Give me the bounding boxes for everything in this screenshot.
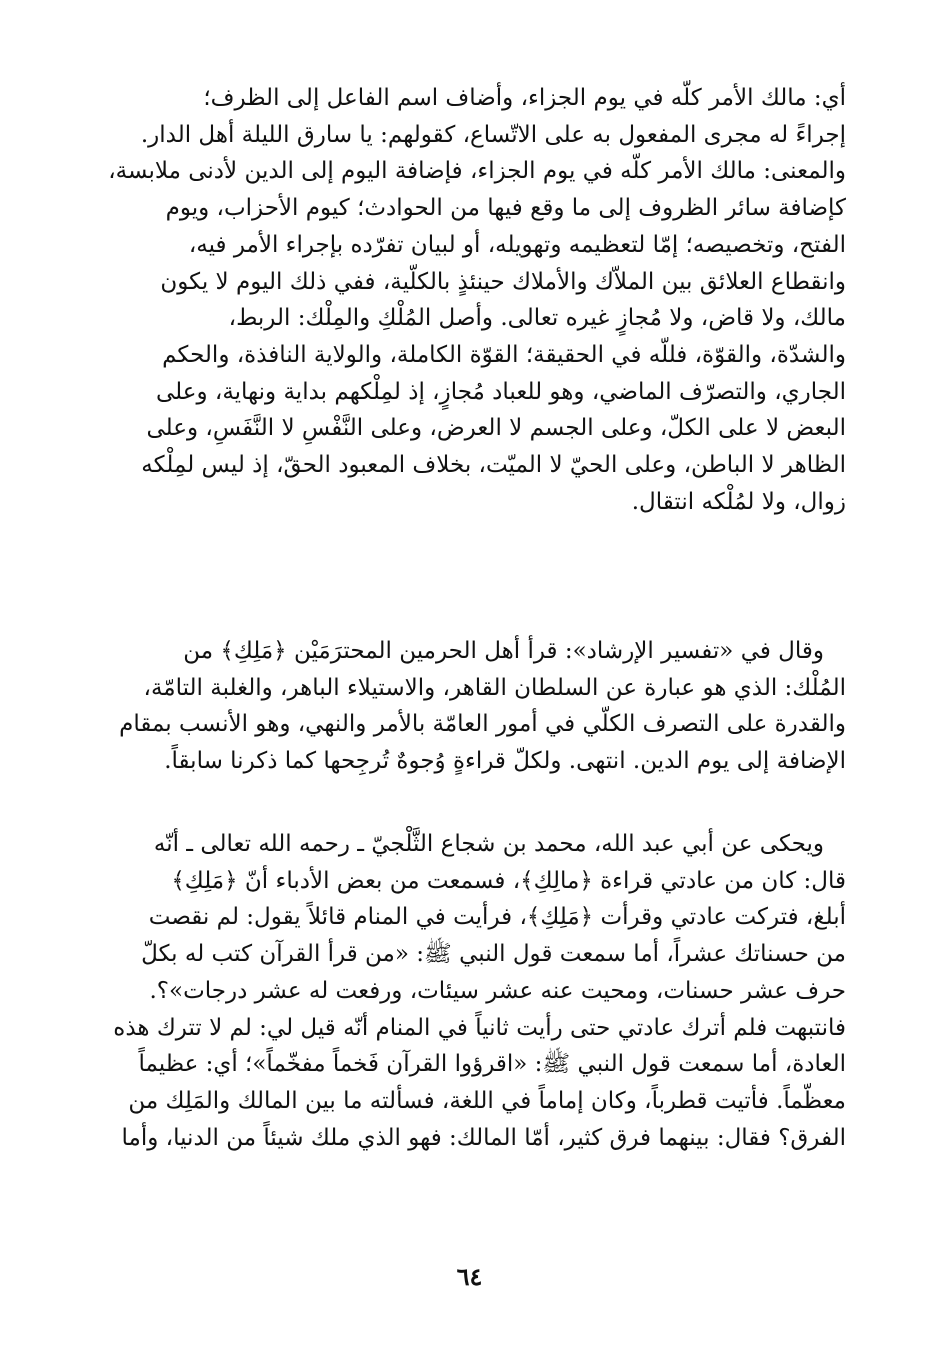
text-line: فانتبهت فلم أترك عادتي حتى رأيت ثانياً في المنام أنّه قيل لي: لم لا تترك هذه: [113, 1014, 846, 1041]
paragraph-1: [84, 80, 846, 520]
text-line: زوال، ولا لمُلْكه انتقال.: [631, 488, 846, 515]
text-line: من حسناتك عشراً، أما سمعت قول النبي ﷺ: «من قرأ القرآن كتب له بكلّ: [141, 941, 846, 968]
text-line: والمعنى: مالك الأمر كلّه في يوم الجزاء، فإضافة اليوم إلى الدين لأدنى ملابسة،: [108, 158, 846, 185]
text-line: العادة، أما سمعت قول النبي ﷺ: «اقرؤوا القرآن فَخماً مفخّماً»؛ أي: عظيماً: [138, 1051, 846, 1078]
text-line: إجراءً له مجرى المفعول به على الاتّساع، كقولهم: يا سارق الليلة أهل الدار.: [140, 121, 846, 148]
text-line: المُلْك: الذي هو عبارة عن السلطان القاهر، والاستيلاء الباهر، والغلبة التامّة،: [143, 674, 846, 701]
text-line: كإضافة سائر الظروف إلى ما وقع فيها من الحوادث؛ كيوم الأحزاب، ويوم: [165, 195, 846, 222]
text-line: مالك، ولا قاض، ولا مُجازٍ غيره تعالى. وأصل المُلْكِ والمِلْك: الربط،: [228, 305, 846, 332]
text-line: الظاهر لا الباطن، وعلى الحيّ لا الميّت، بخلاف المعبود الحقّ، إذ ليس لمِلْكه: [141, 452, 846, 479]
text-line: معظّماً. فأتيت قطرباً، وكان إماماً في اللغة، فسألته ما بين المالك والمَلِك من: [128, 1087, 846, 1114]
text-line: قال: كان من عادتي قراءة ﴿مالِكِ﴾، فسمعت من بعض الأدباء أنّ ﴿مَلِكِ﴾: [171, 867, 846, 894]
text-line: البعض لا على الكلّ، وعلى الجسم لا العرض، وعلى النَّفْسِ لا النَّفَسِ، وعلى: [146, 415, 846, 442]
text-line: والشدّة، والقوّة، فللّه في الحقيقة؛ القوّة الكاملة، والولاية النافذة، والحكم: [162, 341, 846, 368]
text-line: حرف عشر حسنات، ومحيت عنه عشر سيئات، ورفعت له عشر درجات»؟.: [149, 977, 846, 1004]
text-line: وقال في «تفسير الإرشاد»: قرأ أهل الحرمين المحترَمَيْن ﴿مَلِكِ﴾ من: [183, 638, 824, 664]
text-line: أبلغ، فتركت عادتي وقرأت ﴿مَلِكِ﴾، فرأيت في المنام قائلاً يقول: لم نقصت: [148, 904, 846, 931]
paragraph-3: [84, 826, 846, 1156]
paragraph-2: [84, 633, 846, 780]
text-line: والقدرة على التصرف الكلّي في أمور العامّة بالأمر والنهي، وهو الأنسب بمقام: [119, 711, 846, 738]
text-line: أي: مالك الأمر كلّه في يوم الجزاء، وأضاف اسم الفاعل إلى الظرف؛: [203, 85, 846, 111]
text-line: الجاري، والتصرّف الماضي، وهو للعباد مُجازٍ، إذ لمِلْكهم بداية ونهاية، وعلى: [155, 378, 846, 405]
page-number: ٦٤: [456, 1262, 483, 1291]
text-line: وانقطاع العلائق بين الملاّك والأملاك حينئذٍ بالكلّية، ففي ذلك اليوم لا يكون: [160, 268, 846, 295]
text-line: ويحكى عن أبي عبد الله، محمد بن شجاع الثَّلْجيّ ـ رحمه الله تعالى ـ أنّه: [153, 831, 824, 857]
text-line: الإضافة إلى يوم الدين. انتهى. ولكلّ قراءةٍ وُجوهٌ تُرجِحها كما ذكرنا سابقاً.: [164, 748, 846, 775]
text-line: الفرق؟ فقال: بينهما فرق كثير، أمّا المالك: فهو الذي ملك شيئاً من الدنيا، وأما: [121, 1124, 846, 1151]
text-line: الفتح، وتخصيصه؛ إمّا لتعظيمه وتهويله، أو لبيان تفرّده بإجراء الأمر فيه،: [188, 231, 846, 258]
